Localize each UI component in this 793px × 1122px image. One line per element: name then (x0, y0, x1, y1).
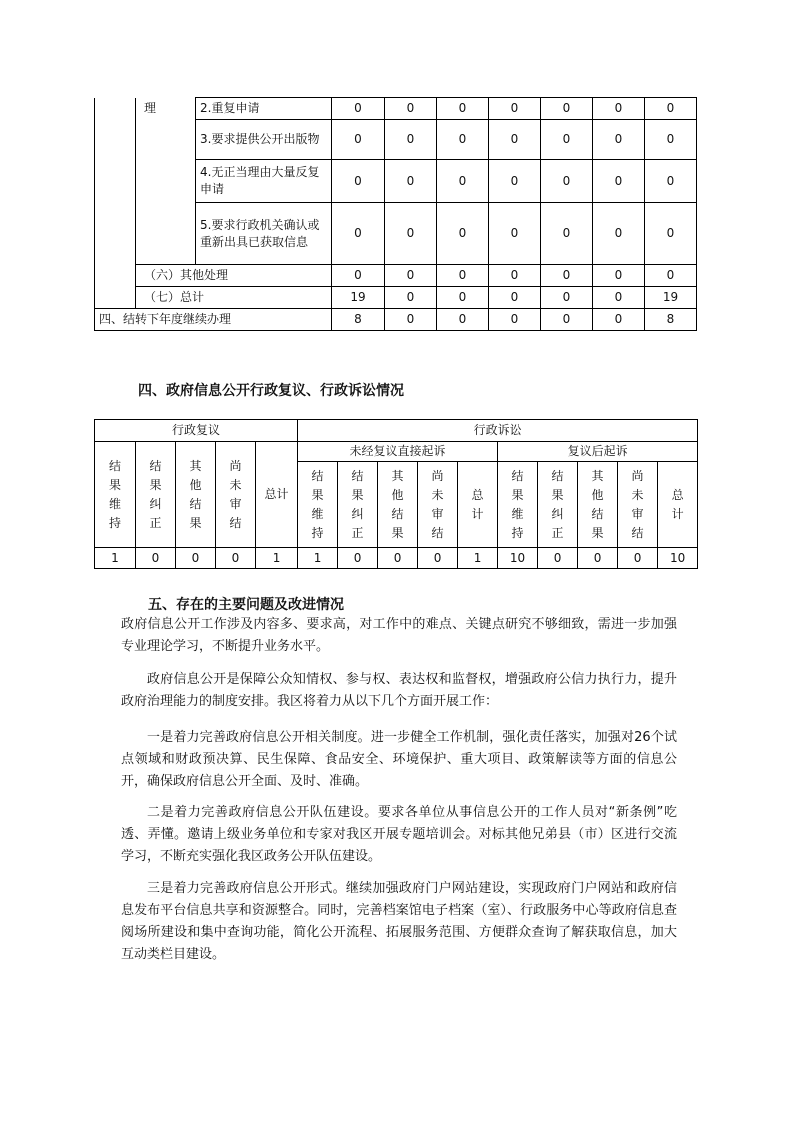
table-cell: 0 (489, 160, 541, 203)
col-total: 总计 (658, 462, 698, 548)
table-cell: 0 (541, 120, 593, 160)
table-cell: 0 (593, 287, 645, 309)
col-pending: 尚未审结 (618, 462, 658, 548)
table-cell: 0 (437, 203, 489, 265)
table-cell: 19 (645, 287, 697, 309)
row-label: （七）总计 (136, 287, 332, 309)
table-row (95, 287, 697, 309)
table-cell: 10 (658, 548, 698, 569)
after-review-header: 复议后起诉 (498, 442, 698, 462)
section-title: 五、存在的主要问题及改进情况 (148, 597, 344, 613)
table-row (95, 548, 698, 569)
table-cell: 19 (332, 287, 385, 309)
processing-results-table (94, 97, 697, 331)
table-cell: 0 (541, 287, 593, 309)
table-cell: 0 (338, 548, 378, 569)
table-cell: 0 (489, 120, 541, 160)
table-cell: 0 (645, 120, 697, 160)
table-cell: 0 (385, 265, 437, 287)
table-cell: 0 (593, 309, 645, 331)
col-total: 总计 (458, 462, 498, 548)
table-cell: 0 (489, 287, 541, 309)
table-cell: 8 (332, 309, 385, 331)
row-label: 四、结转下年度继续办理 (95, 309, 332, 331)
table-row (95, 120, 697, 160)
table-cell: 0 (541, 160, 593, 203)
table-cell: 0 (645, 265, 697, 287)
table-cell: 0 (332, 203, 385, 265)
col-pending: 尚未审结 (418, 462, 458, 548)
col-total: 总计 (256, 442, 298, 548)
table-cell: 0 (385, 309, 437, 331)
table-cell: 0 (489, 265, 541, 287)
table-row (95, 160, 697, 203)
table-cell: 1 (95, 548, 136, 569)
table-cell: 0 (541, 265, 593, 287)
col-maintain: 结果维持 (95, 442, 136, 548)
row-label: 4.无正当理由大量反复申请 (196, 160, 332, 203)
row-label: 3.要求提供公开出版物 (196, 120, 332, 160)
table-cell: 0 (645, 98, 697, 120)
paragraph: 一是着力完善政府信息公开相关制度。进一步健全工作机制，强化责任落实，加强对26个试点领域和财政预决算、民生保障、食品安全、环境保护、重大项目、政策解读等方面的信息公开，确保政府信息公开全面、及时、准确。 (121, 730, 677, 789)
table-cell: 1 (458, 548, 498, 569)
col-other: 其他结果 (378, 462, 418, 548)
table-cell: 0 (593, 160, 645, 203)
table-cell: 0 (541, 309, 593, 331)
table-cell: 8 (645, 309, 697, 331)
table-cell: 0 (437, 309, 489, 331)
table-cell: 0 (332, 160, 385, 203)
table-cell: 0 (176, 548, 216, 569)
col-other: 其他结果 (578, 462, 618, 548)
table-cell: 0 (538, 548, 578, 569)
table-cell: 0 (216, 548, 256, 569)
table-cell: 0 (332, 265, 385, 287)
col-other: 其他结果 (176, 442, 216, 548)
col-pending: 尚未审结 (216, 442, 256, 548)
litigation-header: 行政诉讼 (298, 420, 698, 442)
table-cell: 0 (437, 287, 489, 309)
table-cell: 0 (378, 548, 418, 569)
paragraph: 三是着力完善政府信息公开形式。继续加强政府门户网站建设，实现政府门户网站和政府信息发布平台信息共享和资源整合。同时，完善档案馆电子档案（室）、行政服务中心等政府信息查阅场所建设和集中查询功能，简化公开流程、拓展服务范围、方便群众查询了解获取信息，加大互动类栏目建设。 (121, 881, 677, 962)
col-correct: 结果纠正 (538, 462, 578, 548)
table-cell: 0 (593, 265, 645, 287)
table-cell: 0 (541, 98, 593, 120)
paragraph: 二是着力完善政府信息公开队伍建设。要求各单位从事信息公开的工作人员对“新条例”吃透、弄懂。邀请上级业务单位和专家对我区开展专题培训会。对标其他兄弟县（市）区进行交流学习，不断充实强化我区政务公开队伍建设。 (121, 805, 677, 864)
table-cell: 0 (418, 548, 458, 569)
table-row (95, 203, 697, 265)
row-label: （六）其他处理 (136, 265, 332, 287)
table-cell: 0 (332, 120, 385, 160)
table-cell: 0 (593, 203, 645, 265)
table-cell: 0 (645, 203, 697, 265)
table-cell: 10 (498, 548, 538, 569)
table-cell: 0 (332, 98, 385, 120)
table-row (95, 309, 697, 331)
table-cell: 0 (618, 548, 658, 569)
table-cell: 0 (136, 548, 176, 569)
table-cell: 0 (385, 98, 437, 120)
paragraph: 政府信息公开是保障公众知情权、参与权、表达权和监督权，增强政府公信力执行力，提升政府治理能力的制度安排。我区将着力从以下几个方面开展工作： (121, 672, 677, 709)
table-cell: 0 (489, 203, 541, 265)
row-label: 5.要求行政机关确认或重新出具已获取信息 (196, 203, 332, 265)
table-cell: 0 (489, 309, 541, 331)
table-cell: 0 (385, 203, 437, 265)
table-cell: 0 (385, 120, 437, 160)
col-correct: 结果纠正 (136, 442, 176, 548)
table-row (95, 265, 697, 287)
table-cell: 0 (385, 160, 437, 203)
col-maintain: 结果维持 (298, 462, 338, 548)
table-cell: 0 (541, 203, 593, 265)
category-fragment: 理 (136, 98, 196, 120)
paragraph: 政府信息公开工作涉及内容多、要求高，对工作中的难点、关键点研究不够细致，需进一步加强专业理论学习，不断提升业务水平。 (121, 617, 677, 654)
table-cell: 0 (385, 287, 437, 309)
row-label: 2.重复申请 (196, 98, 332, 120)
table-cell: 1 (298, 548, 338, 569)
table-cell: 0 (437, 265, 489, 287)
table-cell: 0 (437, 160, 489, 203)
table-cell: 0 (437, 98, 489, 120)
table-cell: 0 (593, 98, 645, 120)
table-cell: 0 (437, 120, 489, 160)
table-row (95, 98, 697, 120)
table-cell: 0 (645, 160, 697, 203)
table-cell: 0 (593, 120, 645, 160)
review-header: 行政复议 (95, 420, 298, 442)
table-cell: 0 (489, 98, 541, 120)
table-cell: 1 (256, 548, 298, 569)
col-correct: 结果纠正 (338, 462, 378, 548)
review-litigation-table (94, 419, 698, 569)
direct-suit-header: 未经复议直接起诉 (298, 442, 498, 462)
section-title: 四、政府信息公开行政复议、行政诉讼情况 (138, 383, 404, 399)
col-maintain: 结果维持 (498, 462, 538, 548)
table-cell: 0 (578, 548, 618, 569)
